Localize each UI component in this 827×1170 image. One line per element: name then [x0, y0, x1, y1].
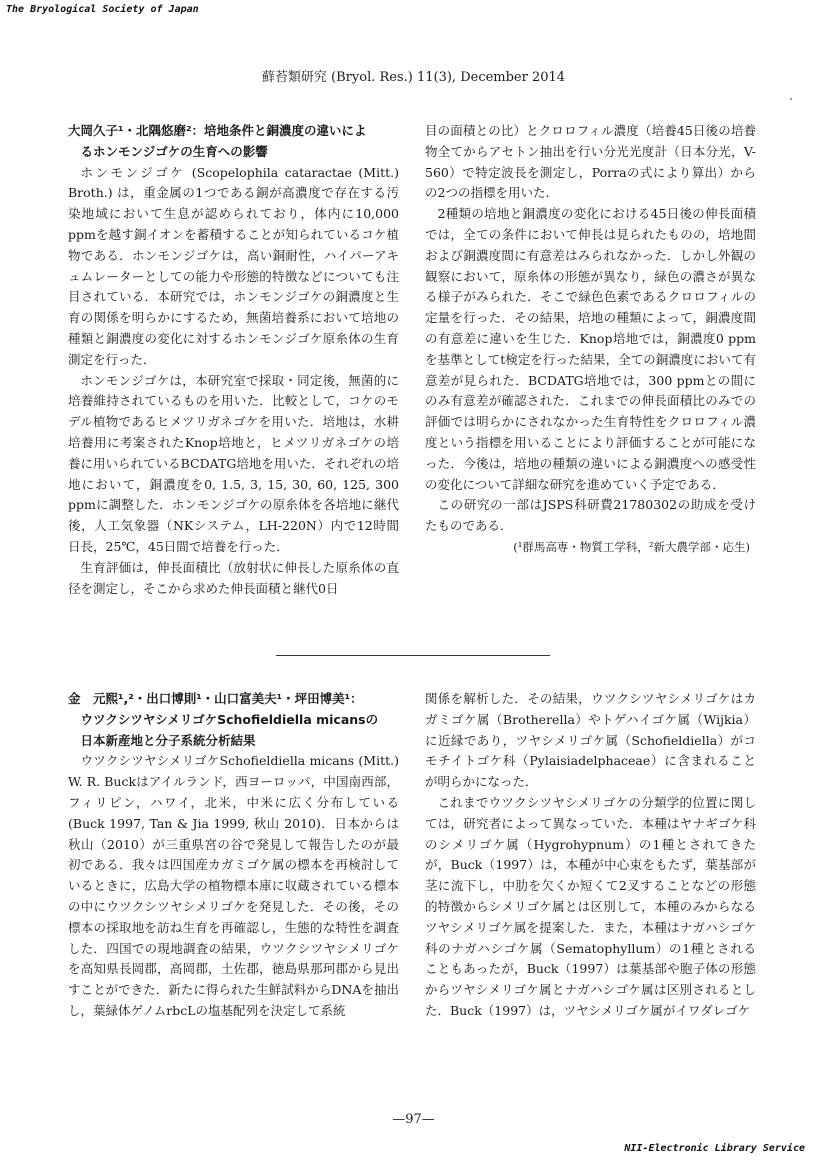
banner-top: The Bryological Society of Japan [6, 4, 199, 15]
article1-left-column [68, 121, 399, 599]
article1-paragraph: ホンモンジゴケ (Scopelophila cataractae (Mitt.) Broth.) は，重金属の1つである銅が高濃度で存在する汚染地域において生息が認められており，体内に10,000 ppmを越す銅イオンを蓄積することが知られているコケ植物である．ホンモンジゴケは，高い銅耐性，ハイパーアキュムレーターとしての能力や形態的特徴などについても注目されている．本研究では，ホンモンジゴケの銅濃度と生育の関係を明らかにするため，無菌培養系において培地の種類と銅濃度の変化に対するホンモンジゴケ原糸体の生育測定を行った． [68, 164, 399, 367]
article1-title-line1: 大岡久子¹・北隅悠磨²：培地条件と銅濃度の違いによ [68, 123, 367, 138]
article-divider [276, 655, 550, 656]
running-header: 蘚苔類研究 (Bryol. Res.) 11(3), December 2014 [261, 70, 566, 85]
article2-left-column [68, 689, 399, 1022]
article2-title-line2: ウツクシツヤシメリゴケSchofieldiella micansの [80, 711, 379, 727]
article2-title-line1: 金 元熙¹,²・出口博則¹・山口富美夫¹・坪田博美¹： [68, 691, 363, 706]
article1-paragraph: ホンモンジゴケは，本研究室で採取・同定後，無菌的に培養維持されているものを用いた．比較として，コケのモデル植物であるヒメツリガネゴケを用いた．培地は，水耕培養用に考案されたKnop培地と，ヒメツリガネゴケの培養に用いられているBCDATG培地を用いた．それぞれの培地において，銅濃度を0, 1.5, 3, 15, 30, 60, 125, 300 ppmに調整した．ホンモンジゴケの原糸体を各培地に継代後，人工気象器（NKシステム，LH-220N）内で12時間日長，25℃，45日間で培養を行った． [68, 372, 399, 554]
article1-paragraph: この研究の一部はJSPS科研費21780302の助成を受けたものである． [425, 497, 756, 534]
article1-affiliation: (¹群馬高専・物質工学科，²新大農学部・応生) [513, 539, 750, 554]
scan-mark [790, 98, 792, 100]
article2-paragraph: これまでウツクシツヤシメリゴケの分類学的位置に関しては，研究者によって異なっていた．本種はヤナギゴケ科のシメリゴケ属（Hygrohypnum）の1種とされてきたが，Buck（1997）は，本種が中心束をもたず，葉基部が茎に流下し，中肋を欠くか短くて2叉することなどの形態的特徴からシメリゴケ属とは区別して，本種のみからなるツヤシメリゴケ属を提案した．また，本種はナガハシゴケ科のナガハシゴケ属（Sematophyllum）の1種とされることもあったが，Buck（1997）は葉基部や胞子体の形態からツヤシメリゴケ属とナガハシゴケ属は区別されるとした．Buck（1997）は，ツヤシメリゴケ属がイワダレゴケ [425, 794, 756, 1018]
article1-title-line2: るホンモンジゴケの生育への影響 [80, 143, 268, 159]
article2-title-line3: 日本新産地と分子系統分析結果 [80, 732, 256, 748]
article2-paragraph: ウツクシツヤシメリゴケSchofieldiella micans (Mitt.) W. R. Buckはアイルランド，西ヨーロッパ，中国南西部，フィリピン，ハワイ，北米，中米に広く分布している (Buck 1997, Tan & Jia 1999, 秋山 2010)．日本からは秋山（2010）が三重県宮の谷で発見して報告したのが最初である．我々は四国産カガミゴケ属の標本を再検討しているときに，広島大学の植物標本庫に収蔵されている標本の中にウツクシツヤシメリゴケを発見した．その後，その標本の採取地を訪ね生育を再確認し，生態的な特性を調査した．四国での現地調査の結果，ウツクシツヤシメリゴケを高知県長岡郡，高岡郡，土佐郡，徳島県那珂郡から見出すことができた．新たに得られた生鮮試料からDNAを抽出し，葉緑体ゲノムrbcLの塩基配列を決定して系統 [68, 753, 399, 1018]
article1-paragraph: 生育評価は，伸長面積比（放射状に伸長した原糸体の直径を測定し，そこから求めた伸長面積と継代0日 [68, 559, 399, 596]
article1-right-column [425, 121, 756, 558]
article2-right-column [425, 689, 756, 1022]
article1-paragraph: 目の面積との比）とクロロフィル濃度（培養45日後の培養物全てからアセトン抽出を行い分光光度計（日本分光，V-560）で特定波長を測定し，Porraの式により算出）からの2つの指標を用いた． [425, 123, 756, 201]
page-number: —97— [392, 1112, 435, 1127]
banner-bottom: NII-Electronic Library Service [624, 1143, 805, 1154]
article2-paragraph: 関係を解析した．その結果，ウツクシツヤシメリゴケはカガミゴケ属（Brotherella）やトゲハイゴケ属（Wijkia）に近縁であり，ツヤシメリゴケ属（Schofieldiella）がコモチイトゴケ科（Pylaisiadelphaceae）に含まれることが明らかになった． [425, 691, 756, 790]
article1-paragraph: 2種類の培地と銅濃度の変化における45日後の伸長面積では，全ての条件において伸長は見られたものの，培地間および銅濃度間に有意差はみられなかった．しかし外観の観察において，原糸体の形態が異なり，緑色の濃さが異なる様子がみられた．そこで緑色色素であるクロロフィルの定量を行った．その結果，培地の種類によって，銅濃度間の有意差に違いを生じた．Knop培地では，銅濃度0 ppmを基準としてt検定を行った結果，全ての銅濃度において有意差が見られた．BCDATG培地では，300 ppmとの間にのみ有意差が確認された．これまでの伸長面積比のみでの評価では明らかにされなかった生育特性をクロロフィル濃度という指標を用いることにより評価することが可能になった．今後は，培地の種類の違いによる銅濃度への感受性の変化について詳細な研究を進めていく予定である． [425, 206, 756, 492]
